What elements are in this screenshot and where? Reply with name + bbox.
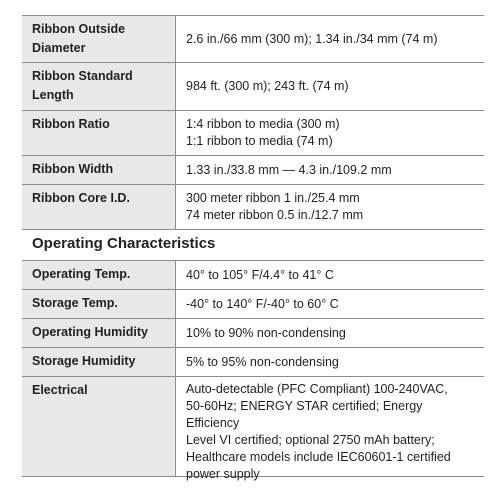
- spec-value: [175, 348, 484, 376]
- section-heading: Operating Characteristics: [22, 230, 484, 261]
- spec-value-line: 40° to 105° F/4.4° to 41° C: [186, 267, 334, 282]
- spec-row-storage-temp: [22, 290, 484, 319]
- spec-value-line: 50-60Hz; ENERGY STAR certified; Energy Efficiency: [186, 399, 423, 430]
- spec-value: [175, 156, 484, 184]
- spec-label: Ribbon Ratio: [22, 111, 175, 155]
- spec-row-operating-humidity: [22, 319, 484, 348]
- spec-value: [175, 377, 484, 481]
- spec-value-line: 74 meter ribbon 0.5 in./12.7 mm: [186, 208, 364, 222]
- spec-row-operating-temp: [22, 261, 484, 290]
- spec-value: [175, 16, 484, 62]
- spec-row-ribbon-outside-diameter: [22, 15, 484, 63]
- spec-value-line: 1:4 ribbon to media (300 m): [186, 117, 340, 131]
- spec-value: [175, 111, 484, 155]
- spec-row-ribbon-width: [22, 156, 484, 185]
- spec-value-line: 1:1 ribbon to media (74 m): [186, 134, 333, 148]
- spec-value-line: -40° to 140° F/-40° to 60° C: [186, 296, 339, 311]
- spec-value: [175, 185, 484, 229]
- spec-value-line: Level VI certified; optional 2750 mAh battery;: [186, 433, 435, 447]
- spec-value-line: Healthcare models include IEC60601-1 certified: [186, 450, 451, 464]
- spec-label: Storage Temp.: [22, 290, 175, 318]
- spec-row-ribbon-standard-length: [22, 63, 484, 111]
- spec-value: [175, 261, 484, 289]
- spec-value: [175, 290, 484, 318]
- spec-label: Ribbon Core I.D.: [22, 185, 175, 229]
- spec-value-line: power supply: [186, 467, 260, 481]
- spec-table: [22, 15, 484, 481]
- spec-label: Ribbon Standard Length: [22, 63, 175, 110]
- spec-row-storage-humidity: [22, 348, 484, 377]
- spec-value-line: 10% to 90% non-condensing: [186, 325, 346, 340]
- spec-value-line: 5% to 95% non-condensing: [186, 354, 339, 369]
- spec-label: Operating Humidity: [22, 319, 175, 347]
- spec-value: [175, 319, 484, 347]
- spec-label: Operating Temp.: [22, 261, 175, 289]
- spec-value: [175, 63, 484, 110]
- spec-row-electrical: [22, 377, 484, 481]
- spec-value-line: Auto-detectable (PFC Compliant) 100-240VAC,: [186, 382, 448, 396]
- spec-value-line: 300 meter ribbon 1 in./25.4 mm: [186, 191, 360, 205]
- spec-label: Ribbon Width: [22, 156, 175, 184]
- spec-row-ribbon-ratio: [22, 111, 484, 156]
- spec-row-ribbon-core-id: [22, 185, 484, 230]
- spec-value-line: 2.6 in./66 mm (300 m); 1.34 in./34 mm (74 m): [186, 31, 438, 46]
- spec-label: Electrical: [22, 377, 175, 476]
- spec-label: Ribbon Outside Diameter: [22, 16, 175, 62]
- spec-value-line: 1.33 in./33.8 mm — 4.3 in./109.2 mm: [186, 162, 392, 177]
- spec-value-line: 984 ft. (300 m); 243 ft. (74 m): [186, 79, 349, 93]
- spec-label: Storage Humidity: [22, 348, 175, 376]
